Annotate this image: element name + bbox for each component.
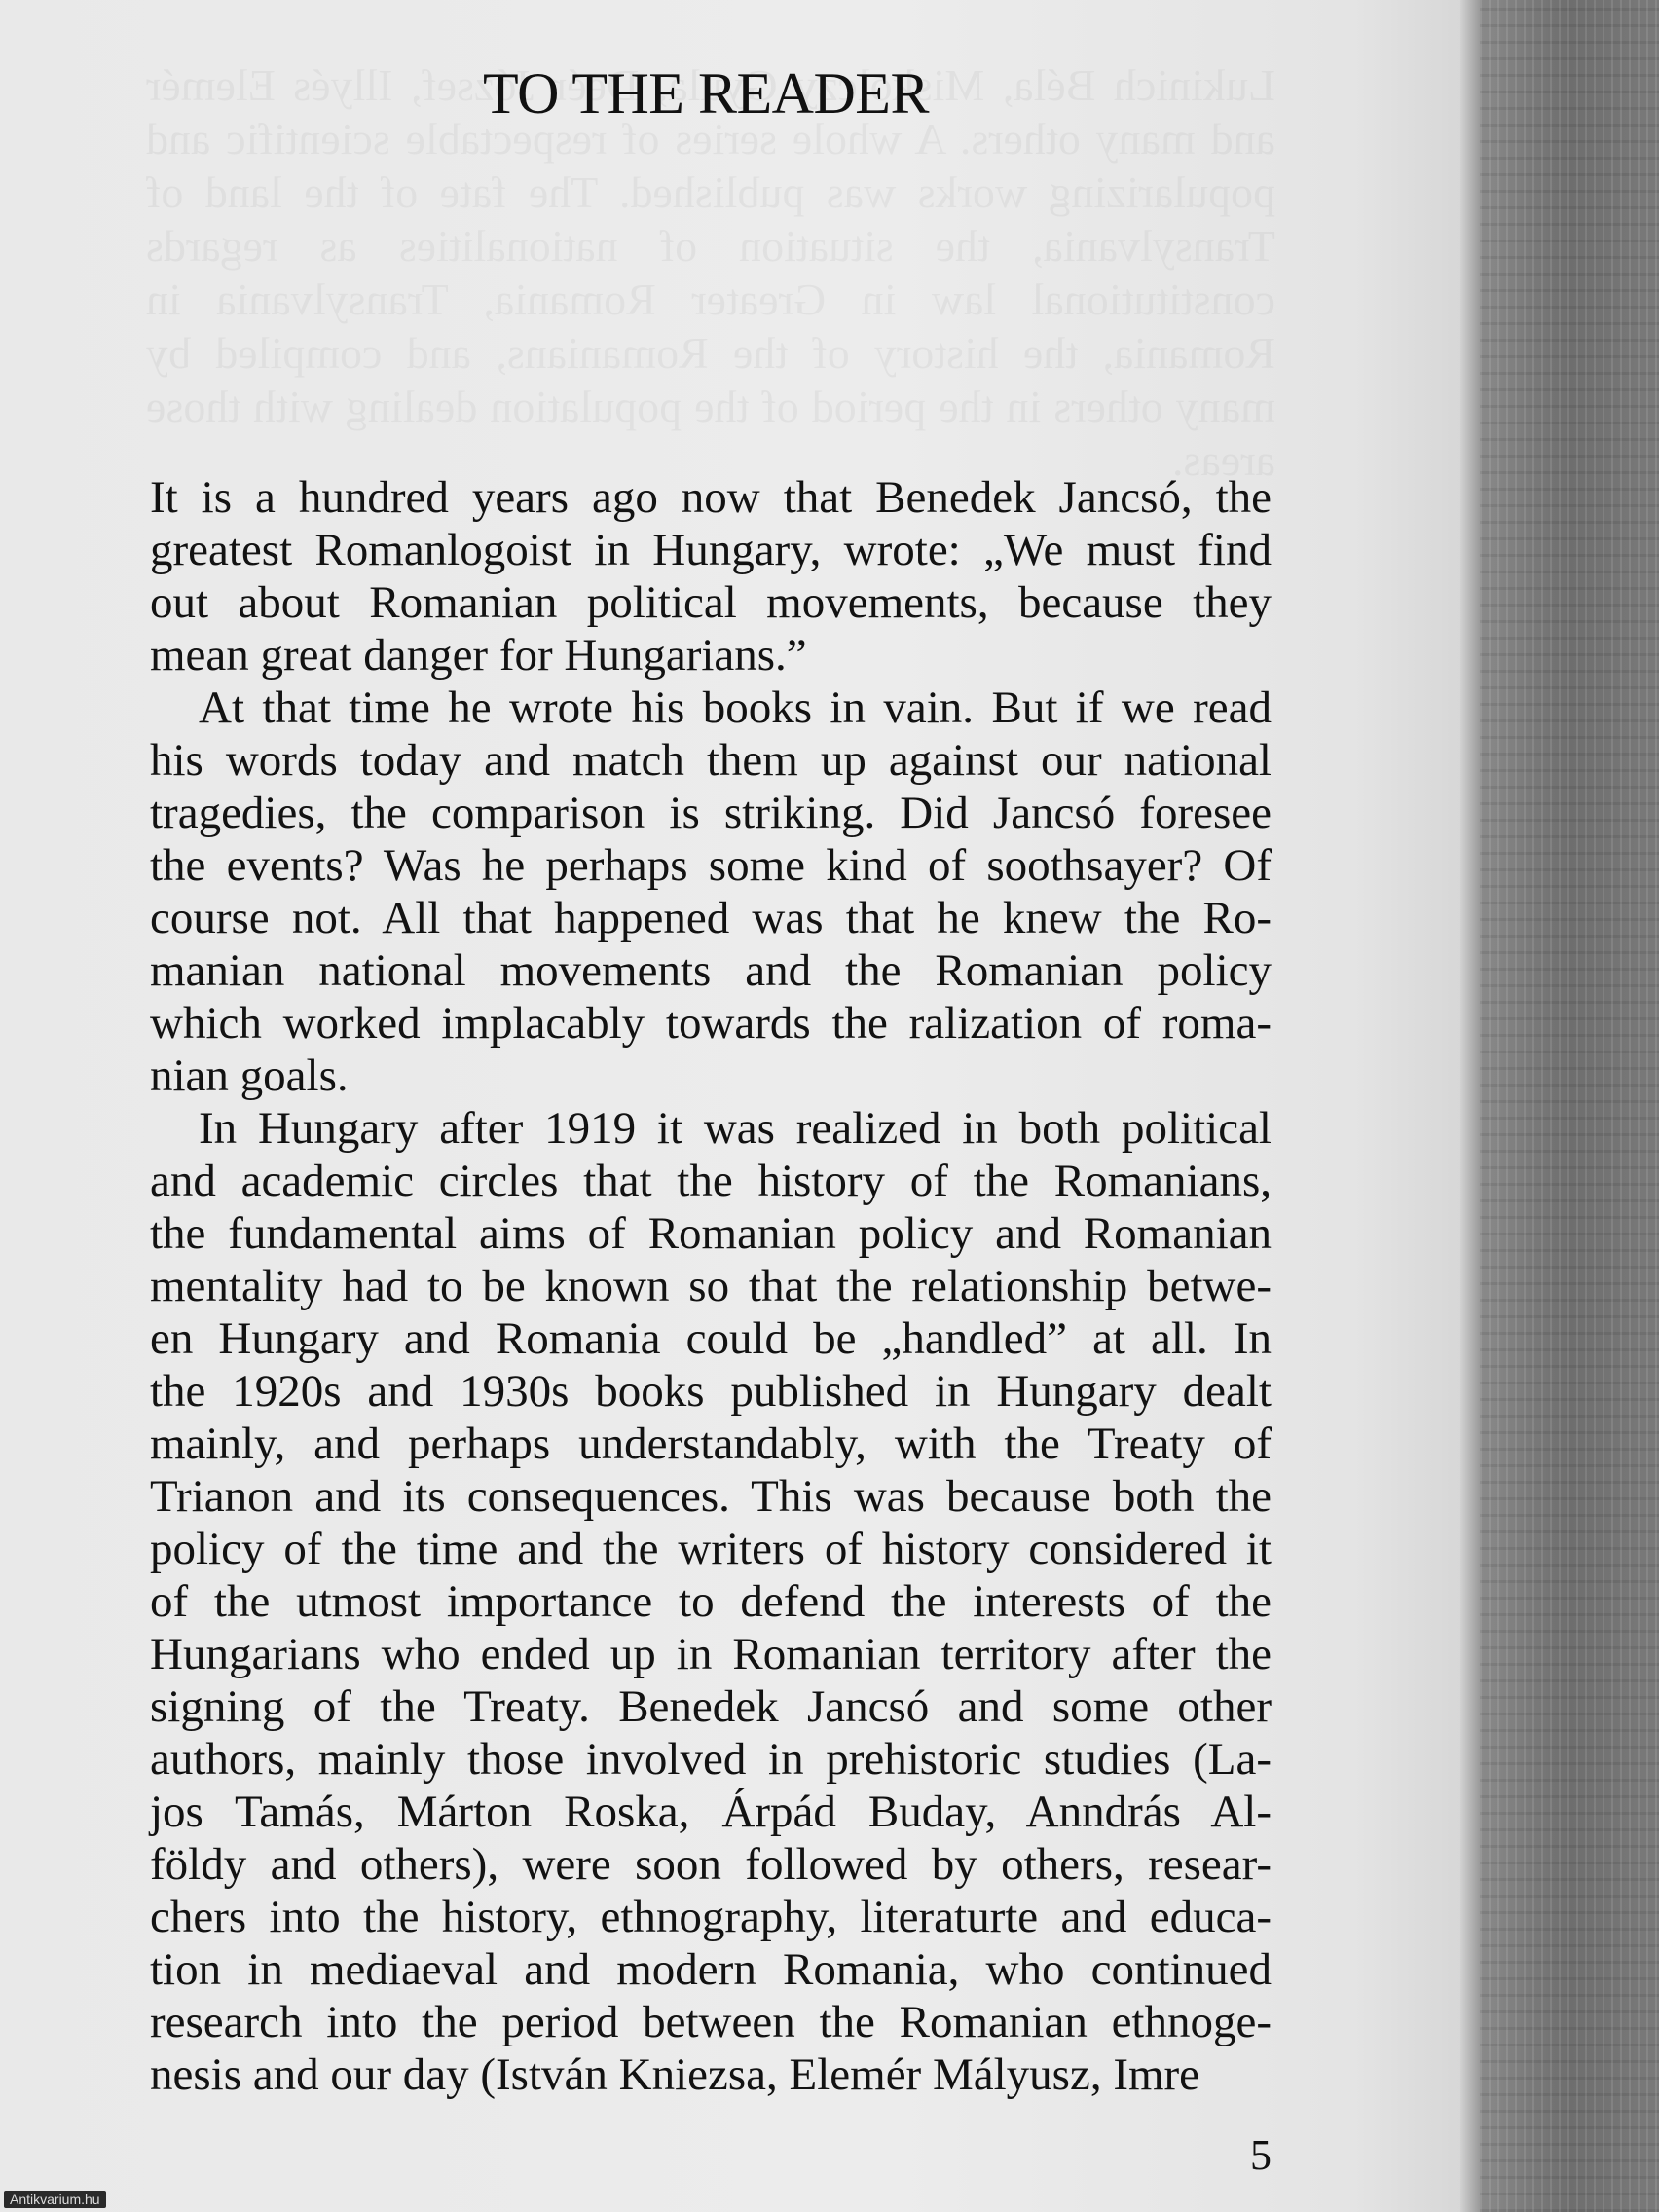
text-line: tragedies, the comparison is striking. Did Jancsó foresee [150, 788, 1272, 838]
text-line: of the utmost importance to defend the interests of the [150, 1576, 1272, 1627]
paragraph [150, 682, 1272, 1102]
text-line: manian national movements and the Romanian policy [150, 945, 1272, 996]
text-line: In Hungary after 1919 it was realized in both political [199, 1103, 1272, 1154]
text-line: mainly, and perhaps understandably, with the Treaty of [150, 1419, 1272, 1469]
text-line: research into the period between the Romanian ethnoge- [150, 1997, 1272, 2047]
paragraph [150, 471, 1272, 682]
text-line: Hungarians who ended up in Romanian territory after the [150, 1629, 1272, 1679]
text-line: and academic circles that the history of the Romanians, [150, 1156, 1272, 1206]
chapter-title: TO THE READER [483, 61, 929, 126]
page-number: 5 [1250, 2131, 1272, 2179]
text-line: mentality had to be known so that the relationship betwe- [150, 1261, 1272, 1311]
paragraph [150, 1102, 1272, 2101]
wooden-surface [1480, 0, 1659, 2212]
text-line: which worked implacably towards the ralization of roma- [150, 998, 1272, 1049]
text-line: en Hungary and Romania could be „handled” at all. In [150, 1313, 1272, 1364]
text-line: out about Romanian political movements, because they [150, 577, 1272, 628]
text-line: his words today and match them up against our national [150, 735, 1272, 786]
text-line: nesis and our day (István Kniezsa, Elemér Mályusz, Imre [150, 2049, 1200, 2100]
text-line: greatest Romanlogoist in Hungary, wrote: „We must find [150, 525, 1272, 575]
text-line: földy and others), were soon followed by others, resear- [150, 1839, 1272, 1890]
page-edge [1460, 0, 1480, 2212]
watermark-label: Antikvarium.hu [4, 2191, 106, 2208]
text-line: mean great danger for Hungarians.” [150, 630, 807, 681]
text-line: Trianon and its consequences. This was because both the [150, 1471, 1272, 1522]
text-line: authors, mainly those involved in prehistoric studies (La- [150, 1734, 1272, 1785]
text-line: tion in mediaeval and modern Romania, who continued [150, 1944, 1272, 1995]
text-line: course not. All that happened was that he knew the Ro- [150, 893, 1272, 943]
text-line: the events? Was he perhaps some kind of soothsayer? Of [150, 840, 1272, 891]
text-line: jos Tamás, Márton Roska, Árpád Buday, Anndrás Al- [150, 1787, 1272, 1837]
text-line: policy of the time and the writers of history considered it [150, 1524, 1272, 1574]
body-text [150, 471, 1272, 2101]
text-line: the 1920s and 1930s books published in Hungary dealt [150, 1366, 1272, 1417]
text-line: At that time he wrote his books in vain. But if we read [199, 682, 1272, 733]
text-line: nian goals. [150, 1051, 349, 1101]
text-line: signing of the Treaty. Benedek Jancsó and some other [150, 1681, 1272, 1732]
text-line: the fundamental aims of Romanian policy and Romanian [150, 1208, 1272, 1259]
text-line: It is a hundred years ago now that Benedek Jancsó, the [150, 472, 1272, 523]
text-line: chers into the history, ethnography, literaturte and educa- [150, 1892, 1272, 1942]
